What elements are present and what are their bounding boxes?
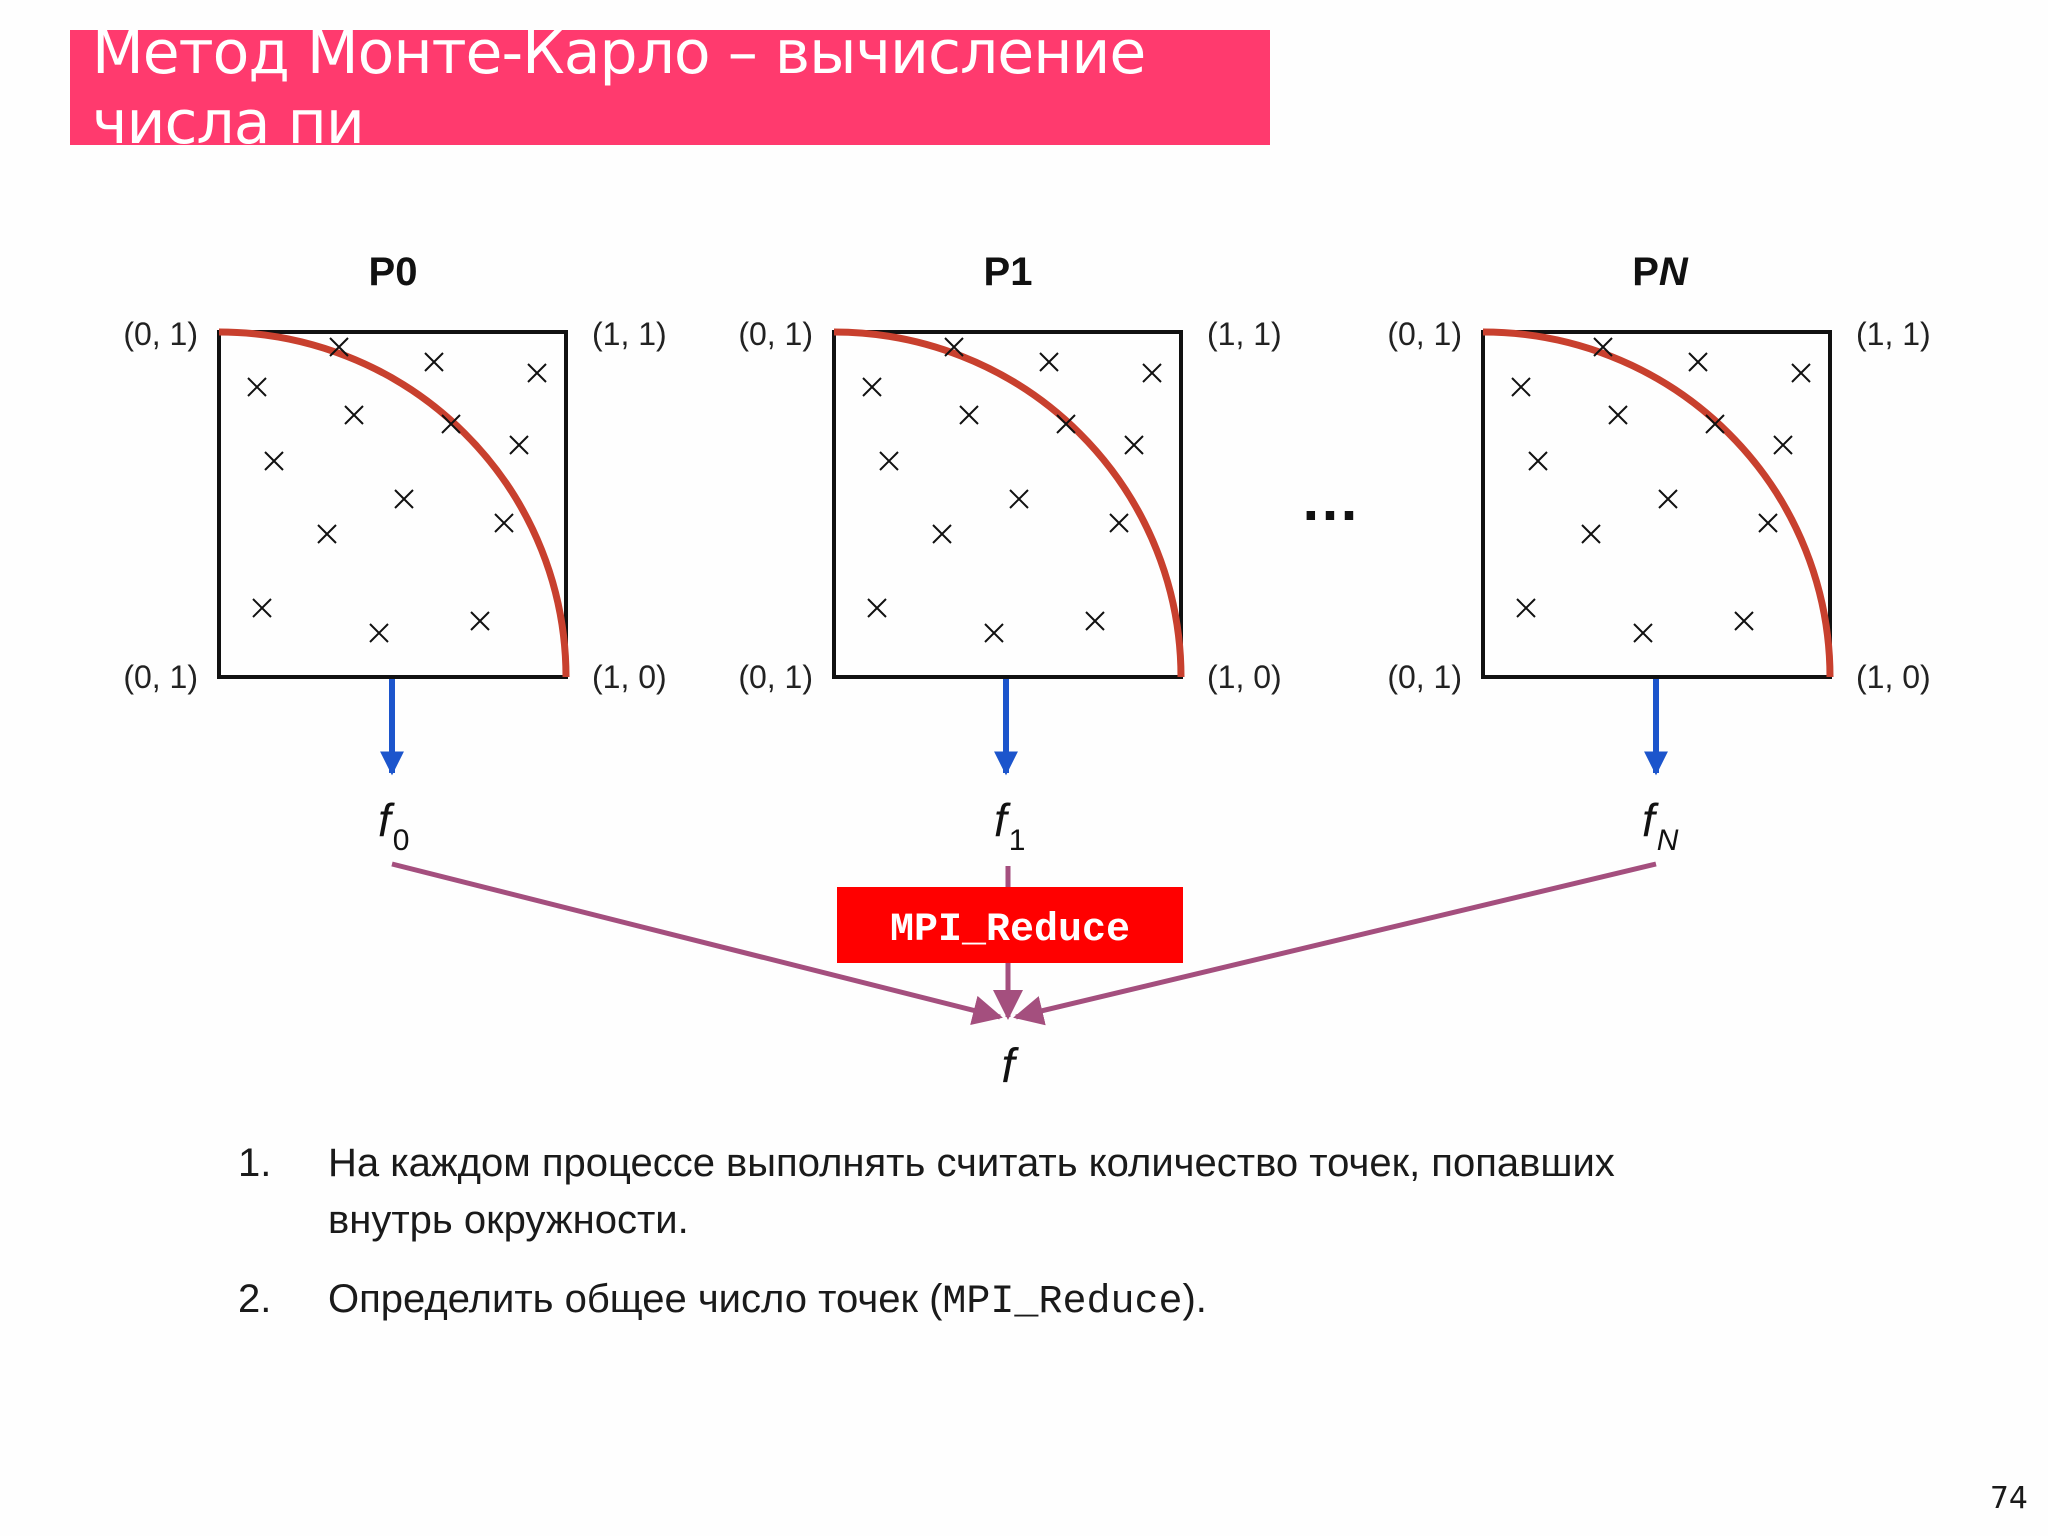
ellipsis: … — [1300, 466, 1360, 533]
list-text-after: ). — [1182, 1277, 1207, 1321]
list-item — [238, 1271, 1738, 1331]
panel-pn — [1387, 250, 1930, 857]
inline-code: MPI_Reduce — [942, 1280, 1183, 1325]
panel-label: PN — [1632, 250, 1688, 294]
mpi-reduce-box — [837, 887, 1183, 963]
sample-point-cross — [425, 353, 443, 371]
panel-p1 — [738, 250, 1281, 857]
sample-point-cross — [863, 378, 881, 396]
slide-title: Метод Монте-Карло – вычисление числа пи — [92, 17, 1146, 158]
sample-point-cross — [528, 364, 546, 382]
sample-point-cross — [1086, 612, 1104, 630]
sample-point-cross — [318, 525, 336, 543]
sample-point-cross — [1634, 624, 1652, 642]
partial-result-label: $f_N$ — [1642, 794, 1679, 857]
sample-point-cross — [471, 612, 489, 630]
corner-label-bottom-left: (0, 1) — [123, 659, 198, 695]
corner-label-bottom-left: (0, 1) — [738, 659, 813, 695]
corner-label-top-left: (0, 1) — [1387, 316, 1462, 352]
corner-label-bottom-right: (1, 0) — [592, 659, 667, 695]
step-list — [238, 1135, 1738, 1353]
list-number: 1. — [238, 1141, 272, 1185]
sample-point-cross — [510, 436, 528, 454]
panel-label: P0 — [368, 250, 418, 294]
sample-point-cross — [1143, 364, 1161, 382]
sample-point-cross — [1512, 378, 1530, 396]
unit-square — [219, 332, 566, 677]
corner-label-bottom-left: (0, 1) — [1387, 659, 1462, 695]
quarter-circle-arc — [219, 332, 566, 677]
list-item — [238, 1135, 1738, 1249]
sample-point-cross — [1125, 436, 1143, 454]
list-number: 2. — [238, 1277, 272, 1321]
quarter-circle-arc — [1483, 332, 1830, 677]
sample-point-cross — [395, 490, 413, 508]
sample-point-cross — [345, 406, 363, 424]
sample-point-cross — [253, 599, 271, 617]
sample-point-cross — [248, 378, 266, 396]
sample-point-cross — [1582, 525, 1600, 543]
sample-point-cross — [933, 525, 951, 543]
sample-point-cross — [1517, 599, 1535, 617]
sample-point-cross — [1735, 612, 1753, 630]
corner-label-bottom-right: (1, 0) — [1856, 659, 1931, 695]
sample-point-cross — [880, 452, 898, 470]
corner-label-top-right: (1, 1) — [1207, 316, 1282, 352]
corner-label-top-right: (1, 1) — [592, 316, 667, 352]
sample-point-cross — [495, 514, 513, 532]
sample-point-cross — [265, 452, 283, 470]
sample-point-cross — [1040, 353, 1058, 371]
corner-label-top-left: (0, 1) — [123, 316, 198, 352]
sample-point-cross — [960, 406, 978, 424]
unit-square — [834, 332, 1181, 677]
sample-point-cross — [1792, 364, 1810, 382]
panel-p0 — [123, 250, 666, 857]
corner-label-top-left: (0, 1) — [738, 316, 813, 352]
sample-point-cross — [868, 599, 886, 617]
sample-point-cross — [1759, 514, 1777, 532]
sample-point-cross — [1110, 514, 1128, 532]
sample-point-cross — [1689, 353, 1707, 371]
list-text-before: Определить общее число точек ( — [328, 1277, 943, 1321]
panel-label: P1 — [983, 250, 1033, 294]
sample-point-cross — [1659, 490, 1677, 508]
total-result-label: f — [1001, 1040, 1015, 1093]
sample-point-cross — [1010, 490, 1028, 508]
sample-point-cross — [1529, 452, 1547, 470]
mpi-reduce-label: MPI_Reduce — [889, 908, 1131, 953]
sample-point-cross — [1774, 436, 1792, 454]
page-number: 74 — [1989, 1481, 2028, 1516]
partial-result-label: $f_0$ — [378, 794, 410, 857]
sample-point-cross — [1609, 406, 1627, 424]
quarter-circle-arc — [834, 332, 1181, 677]
partial-result-label: $f_1$ — [994, 794, 1026, 857]
corner-label-top-right: (1, 1) — [1856, 316, 1931, 352]
list-text: На каждом процессе выполнять считать количество точек, попавших внутрь окружности. — [328, 1141, 1615, 1242]
sample-point-cross — [985, 624, 1003, 642]
sample-point-cross — [370, 624, 388, 642]
corner-label-bottom-right: (1, 0) — [1207, 659, 1282, 695]
unit-square — [1483, 332, 1830, 677]
